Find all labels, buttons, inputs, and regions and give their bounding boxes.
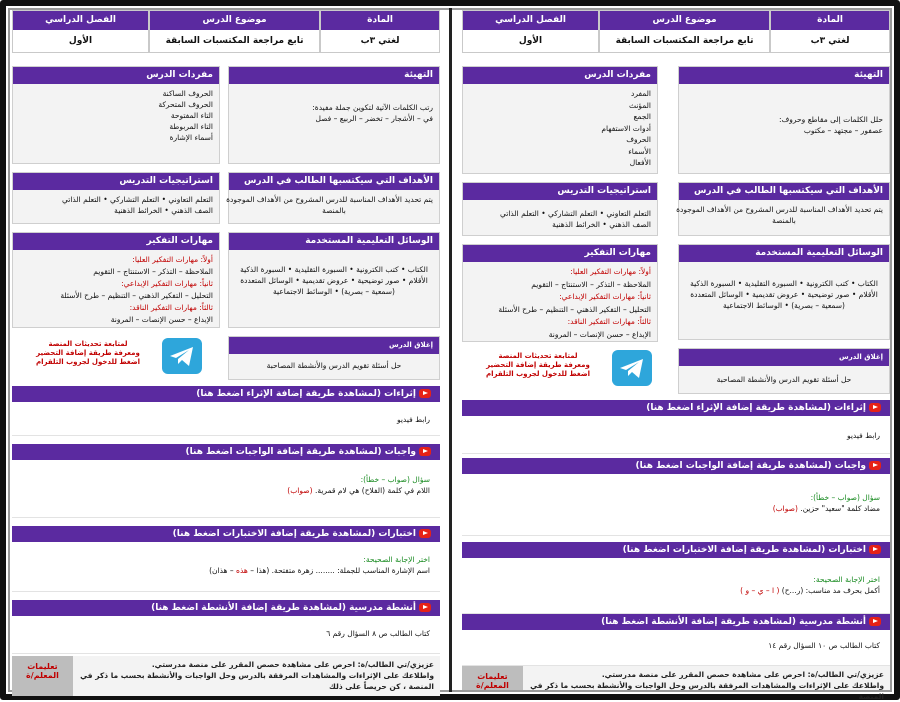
vocab-item: المفرد	[631, 89, 651, 98]
vocab-item: الحروف	[626, 135, 651, 144]
vocab-item: أسماء الإشارة	[169, 133, 213, 142]
skills-line: الإبداع – حسن الإنصات – المرونة	[548, 329, 651, 339]
tests-body	[462, 558, 890, 614]
skills-line: ثالثاً: مهارات التفكير الناقد:	[129, 303, 213, 312]
notes-line: واطلاعك على الإثراءات والمشاهدات المرفقة بالدرس وحل الواجبات والأنشطة بحسب ما ذكر في المنصة	[530, 681, 884, 701]
youtube-icon[interactable]	[869, 545, 881, 554]
strategies-line: التعلم التعاوني • التعلم التشاركي • التعلم الذاتي	[500, 209, 651, 218]
goals-title: الأهداف التي سيكتسبها الطالب في الدرس	[229, 173, 439, 190]
skills-line: الإبداع – حسن الإنصات – المرونة	[110, 315, 213, 324]
homework-body	[12, 460, 440, 518]
tests-bar-label: اختبارات (لمشاهدة طريقة إضافة الاختبارات اضغط هنا)	[172, 529, 416, 539]
vocab-item: أدوات الاستفهام	[601, 123, 651, 133]
skills-box	[12, 232, 220, 328]
intro-line: في – الأشجار – تخضر – الربيع – فصل	[315, 114, 433, 123]
promo-line: اضغط للدخول لجروب التلقرام	[35, 358, 141, 366]
skills-line: التحليل – التفكير الذهني – التنظيم – طرح الأسئلة	[60, 291, 213, 300]
enrich-bar[interactable]	[462, 400, 890, 416]
enrich-text: رابط فيديو	[396, 415, 430, 424]
intro-box	[678, 66, 890, 174]
intro-line: رتب الكلمات الآتية لتكوين جملة مفيدة:	[312, 103, 433, 112]
promo-line: لمتابعة تحديثات المنصة	[498, 352, 578, 360]
activities-bar-label: أنشطة مدرسية (لمشاهدة طريقة إضافة الأنشطة اضغط هنا)	[601, 617, 866, 627]
goals-title: الأهداف التي سيكتسبها الطالب في الدرس	[679, 183, 889, 200]
skills-box	[462, 244, 658, 342]
enrich-text: رابط فيديو	[846, 431, 880, 440]
notes-line: واطلاعك على الإثراءات والمشاهدات المرفقة بالدرس وحل الواجبات والأنشطة بحسب ما ذكر في المنصة ، كن حريصاً على ذلك	[80, 671, 434, 691]
goals-line: بالمنصة	[772, 216, 796, 225]
intro-title: التهيئة	[679, 67, 889, 84]
intro-box	[228, 66, 440, 164]
goals-line: يتم تحديد الأهداف المناسبة للدرس المشروح من الأهداف الموجودة	[676, 205, 883, 214]
semester-value: الأول	[463, 30, 598, 52]
semester-cell	[462, 10, 599, 53]
vocab-item: المؤنث	[628, 100, 651, 110]
notes-label: تعليمات المعلم/ة	[462, 666, 523, 690]
strategies-box	[12, 172, 220, 224]
closing-box	[228, 336, 440, 380]
goals-box	[678, 182, 890, 236]
enrich-body	[462, 416, 890, 454]
activities-text: كتاب الطالب ص ٨ السؤال رقم ٦	[326, 629, 430, 638]
vocab-item: الأفعال	[629, 158, 651, 167]
homework-answer: (صواب)	[287, 486, 313, 495]
homework-question: سؤال (صواب – خطأ):	[810, 493, 880, 502]
header-table	[462, 10, 890, 53]
strategies-title: استراتيجيات التدريس	[463, 183, 657, 200]
skills-line: أولاً: مهارات التفكير العليا:	[570, 267, 651, 276]
tests-choices: ( ا – ي – و )	[740, 586, 780, 595]
tools-title: الوسائل التعليمية المستخدمة	[229, 233, 439, 250]
tests-statement: اسم الإشارة المناسب للجملة: ........ زهرة متفتحة.	[271, 566, 430, 575]
vocab-item: الحروف الساكنة	[162, 89, 213, 98]
goals-line: بالمنصة	[322, 206, 346, 215]
activities-text: كتاب الطالب ص ١٠ السؤال رقم ١٤	[768, 641, 880, 650]
strategies-line: الصف الذهني • الخرائط الذهنية	[114, 206, 213, 215]
telegram-promo[interactable]	[18, 340, 158, 367]
tools-title: الوسائل التعليمية المستخدمة	[679, 245, 889, 262]
notes-line: عزيزي/تي الطالب/ة: احرص على مشاهدة حصص المقرر على منصة مدرستي.	[151, 660, 434, 669]
skills-line: الملاحظة – التذكر – الاستنتاج – التقويم	[93, 267, 213, 276]
goals-box	[228, 172, 440, 224]
promo-line: اضغط للدخول لجروب التلقرام	[485, 370, 591, 378]
intro-title: التهيئة	[229, 67, 439, 84]
activities-body	[462, 630, 890, 666]
tests-bar-label: اختبارات (لمشاهدة طريقة إضافة الاختبارات اضغط هنا)	[622, 545, 866, 555]
closing-text: حل أسئلة تقويم الدرس والأنشطة المصاحبة	[716, 375, 852, 384]
activities-bar-label: أنشطة مدرسية (لمشاهدة طريقة إضافة الأنشطة اضغط هنا)	[151, 603, 416, 613]
vocab-title: مفردات الدرس	[13, 67, 219, 84]
vocab-item: الأسماء	[628, 146, 651, 156]
topic-label: موضوع الدرس	[600, 11, 769, 30]
closing-text: حل أسئلة تقويم الدرس والأنشطة المصاحبة	[266, 361, 402, 370]
enrich-bar-label: إثراءات (لمشاهدة طريقة إضافة الإثراء اضغط هنا)	[646, 403, 866, 413]
goals-line: يتم تحديد الأهداف المناسبة للدرس المشروح من الأهداف الموجودة	[226, 195, 433, 204]
tools-line: (سمعية – بصرية) • الوسائط الاجتماعية	[723, 301, 845, 310]
tools-line: الكتاب • كتب الكترونية • السبورة التقليدية • السبورة الذكية	[240, 265, 428, 274]
enrich-bar[interactable]	[12, 386, 440, 402]
skills-line: أولاً: مهارات التفكير العليا:	[132, 255, 213, 264]
skills-title: مهارات التفكير	[13, 233, 219, 250]
tests-question: اختر الإجابة الصحيحة:	[813, 575, 880, 584]
homework-bar-label: واجبات (لمشاهدة طريقة إضافة الواجبات اضغط هنا)	[635, 461, 866, 471]
teacher-notes	[462, 666, 890, 701]
homework-answer: (صواب)	[772, 504, 798, 513]
telegram-promo[interactable]	[468, 352, 608, 379]
tests-statement: أكمل بحرف مد مناسب: (ر...ح)	[781, 586, 880, 595]
vocab-item: التاء المفتوحة	[170, 111, 213, 120]
youtube-icon[interactable]	[419, 447, 431, 456]
tests-choice: – هذان)	[209, 566, 234, 575]
activities-body	[12, 616, 440, 654]
tests-correct-choice: هذه	[236, 566, 248, 575]
tools-line: (سمعية – بصرية) • الوسائط الاجتماعية	[273, 287, 395, 296]
skills-line: التحليل – التفكير الذهني – التنظيم – طرح الأسئلة	[498, 304, 651, 314]
closing-title: إغلاق الدرس	[679, 349, 889, 366]
skills-line: ثالثاً: مهارات التفكير الناقد:	[567, 317, 651, 326]
youtube-icon[interactable]	[869, 403, 881, 412]
lesson-plan-page-left	[12, 10, 440, 690]
tests-question: اختر الإجابة الصحيحة:	[363, 555, 430, 564]
topic-label: موضوع الدرس	[150, 11, 319, 30]
tools-line: الأقلام • صور توضيحية • عروض تقديمية • الوسائل المتعددة	[690, 290, 878, 299]
youtube-icon[interactable]	[419, 389, 431, 398]
strategies-line: التعلم التعاوني • التعلم التشاركي • التعلم الذاتي	[62, 195, 213, 204]
vocab-box	[462, 66, 658, 174]
telegram-icon[interactable]	[612, 350, 652, 386]
telegram-icon[interactable]	[162, 338, 202, 374]
youtube-icon[interactable]	[869, 617, 881, 626]
closing-box	[678, 348, 890, 394]
topic-cell	[149, 10, 320, 53]
tools-box	[228, 232, 440, 328]
promo-line: ومعرفة طريقة إضافة التحضير	[36, 349, 140, 357]
youtube-icon[interactable]	[419, 529, 431, 538]
activities-bar[interactable]	[462, 614, 890, 630]
promo-line: لمتابعة تحديثات المنصة	[48, 340, 128, 348]
topic-value: تابع مراجعة المكتسبات السابقة	[600, 30, 769, 52]
strategies-line: الصف الذهني • الخرائط الذهنية	[552, 220, 651, 229]
promo-line: ومعرفة طريقة إضافة التحضير	[486, 361, 590, 369]
vocab-box	[12, 66, 220, 164]
topic-value: تابع مراجعة المكتسبات السابقة	[150, 30, 319, 52]
intro-line: عصفور – مجتهد – مكتوب	[803, 126, 883, 135]
vocab-title: مفردات الدرس	[463, 67, 657, 84]
tools-line: الكتاب • كتب الكترونية • السبورة التقليدية • السبورة الذكية	[690, 279, 878, 288]
header-table	[12, 10, 440, 53]
skills-line: الملاحظة – التذكر – الاستنتاج – التقويم	[531, 279, 651, 289]
enrich-body	[12, 402, 440, 436]
vocab-item: التاء المربوطة	[169, 122, 213, 131]
youtube-icon[interactable]	[419, 603, 431, 612]
intro-line: حلل الكلمات إلى مقاطع وحروف:	[778, 115, 883, 124]
homework-body	[462, 474, 890, 536]
enrich-bar-label: إثراءات (لمشاهدة طريقة إضافة الإثراء اضغط هنا)	[196, 389, 416, 399]
subject-value: لغتي ٣ب	[771, 30, 889, 52]
strategies-box	[462, 182, 658, 236]
teacher-notes	[12, 656, 440, 696]
tests-body	[12, 542, 440, 592]
subject-value: لغتي ٣ب	[321, 30, 439, 52]
homework-statement: اللام في كلمة (الفلاح) هي لام قمرية.	[314, 486, 430, 495]
youtube-icon[interactable]	[869, 461, 881, 470]
page-divider	[449, 8, 452, 692]
tests-bar[interactable]	[12, 526, 440, 542]
subject-label: المادة	[771, 11, 889, 30]
tools-box	[678, 244, 890, 340]
subject-cell	[770, 10, 890, 53]
closing-title: إغلاق الدرس	[229, 337, 439, 354]
homework-question: سؤال (صواب – خطأ):	[360, 475, 430, 484]
topic-cell	[599, 10, 770, 53]
homework-bar[interactable]	[12, 444, 440, 460]
notes-line: عزيزي/تي الطالب/ة: احرص على مشاهدة حصص المقرر على منصة مدرستي.	[601, 670, 884, 679]
semester-cell	[12, 10, 149, 53]
semester-value: الأول	[13, 30, 148, 52]
skills-line: ثانياً: مهارات التفكير الإبداعي:	[559, 292, 651, 301]
subject-label: المادة	[321, 11, 439, 30]
tools-line: الأقلام • صور توضيحية • عروض تقديمية • الوسائل المتعددة	[240, 276, 428, 285]
homework-bar[interactable]	[462, 458, 890, 474]
strategies-title: استراتيجيات التدريس	[13, 173, 219, 190]
tests-bar[interactable]	[462, 542, 890, 558]
semester-label: الفصل الدراسي	[463, 11, 598, 30]
activities-bar[interactable]	[12, 600, 440, 616]
lesson-plan-page-right	[462, 10, 890, 701]
skills-title: مهارات التفكير	[463, 245, 657, 262]
skills-line: ثانياً: مهارات التفكير الإبداعي:	[121, 279, 213, 288]
vocab-item: الحروف المتحركة	[158, 100, 213, 109]
semester-label: الفصل الدراسي	[13, 11, 148, 30]
homework-statement: مضاد كلمة "سعيد" حزين.	[800, 504, 880, 513]
notes-label: تعليمات المعلم/ة	[12, 656, 73, 696]
homework-bar-label: واجبات (لمشاهدة طريقة إضافة الواجبات اضغط هنا)	[185, 447, 416, 457]
tests-choice: (هذا –	[250, 566, 270, 575]
vocab-item: الجمع	[633, 112, 651, 121]
subject-cell	[320, 10, 440, 53]
